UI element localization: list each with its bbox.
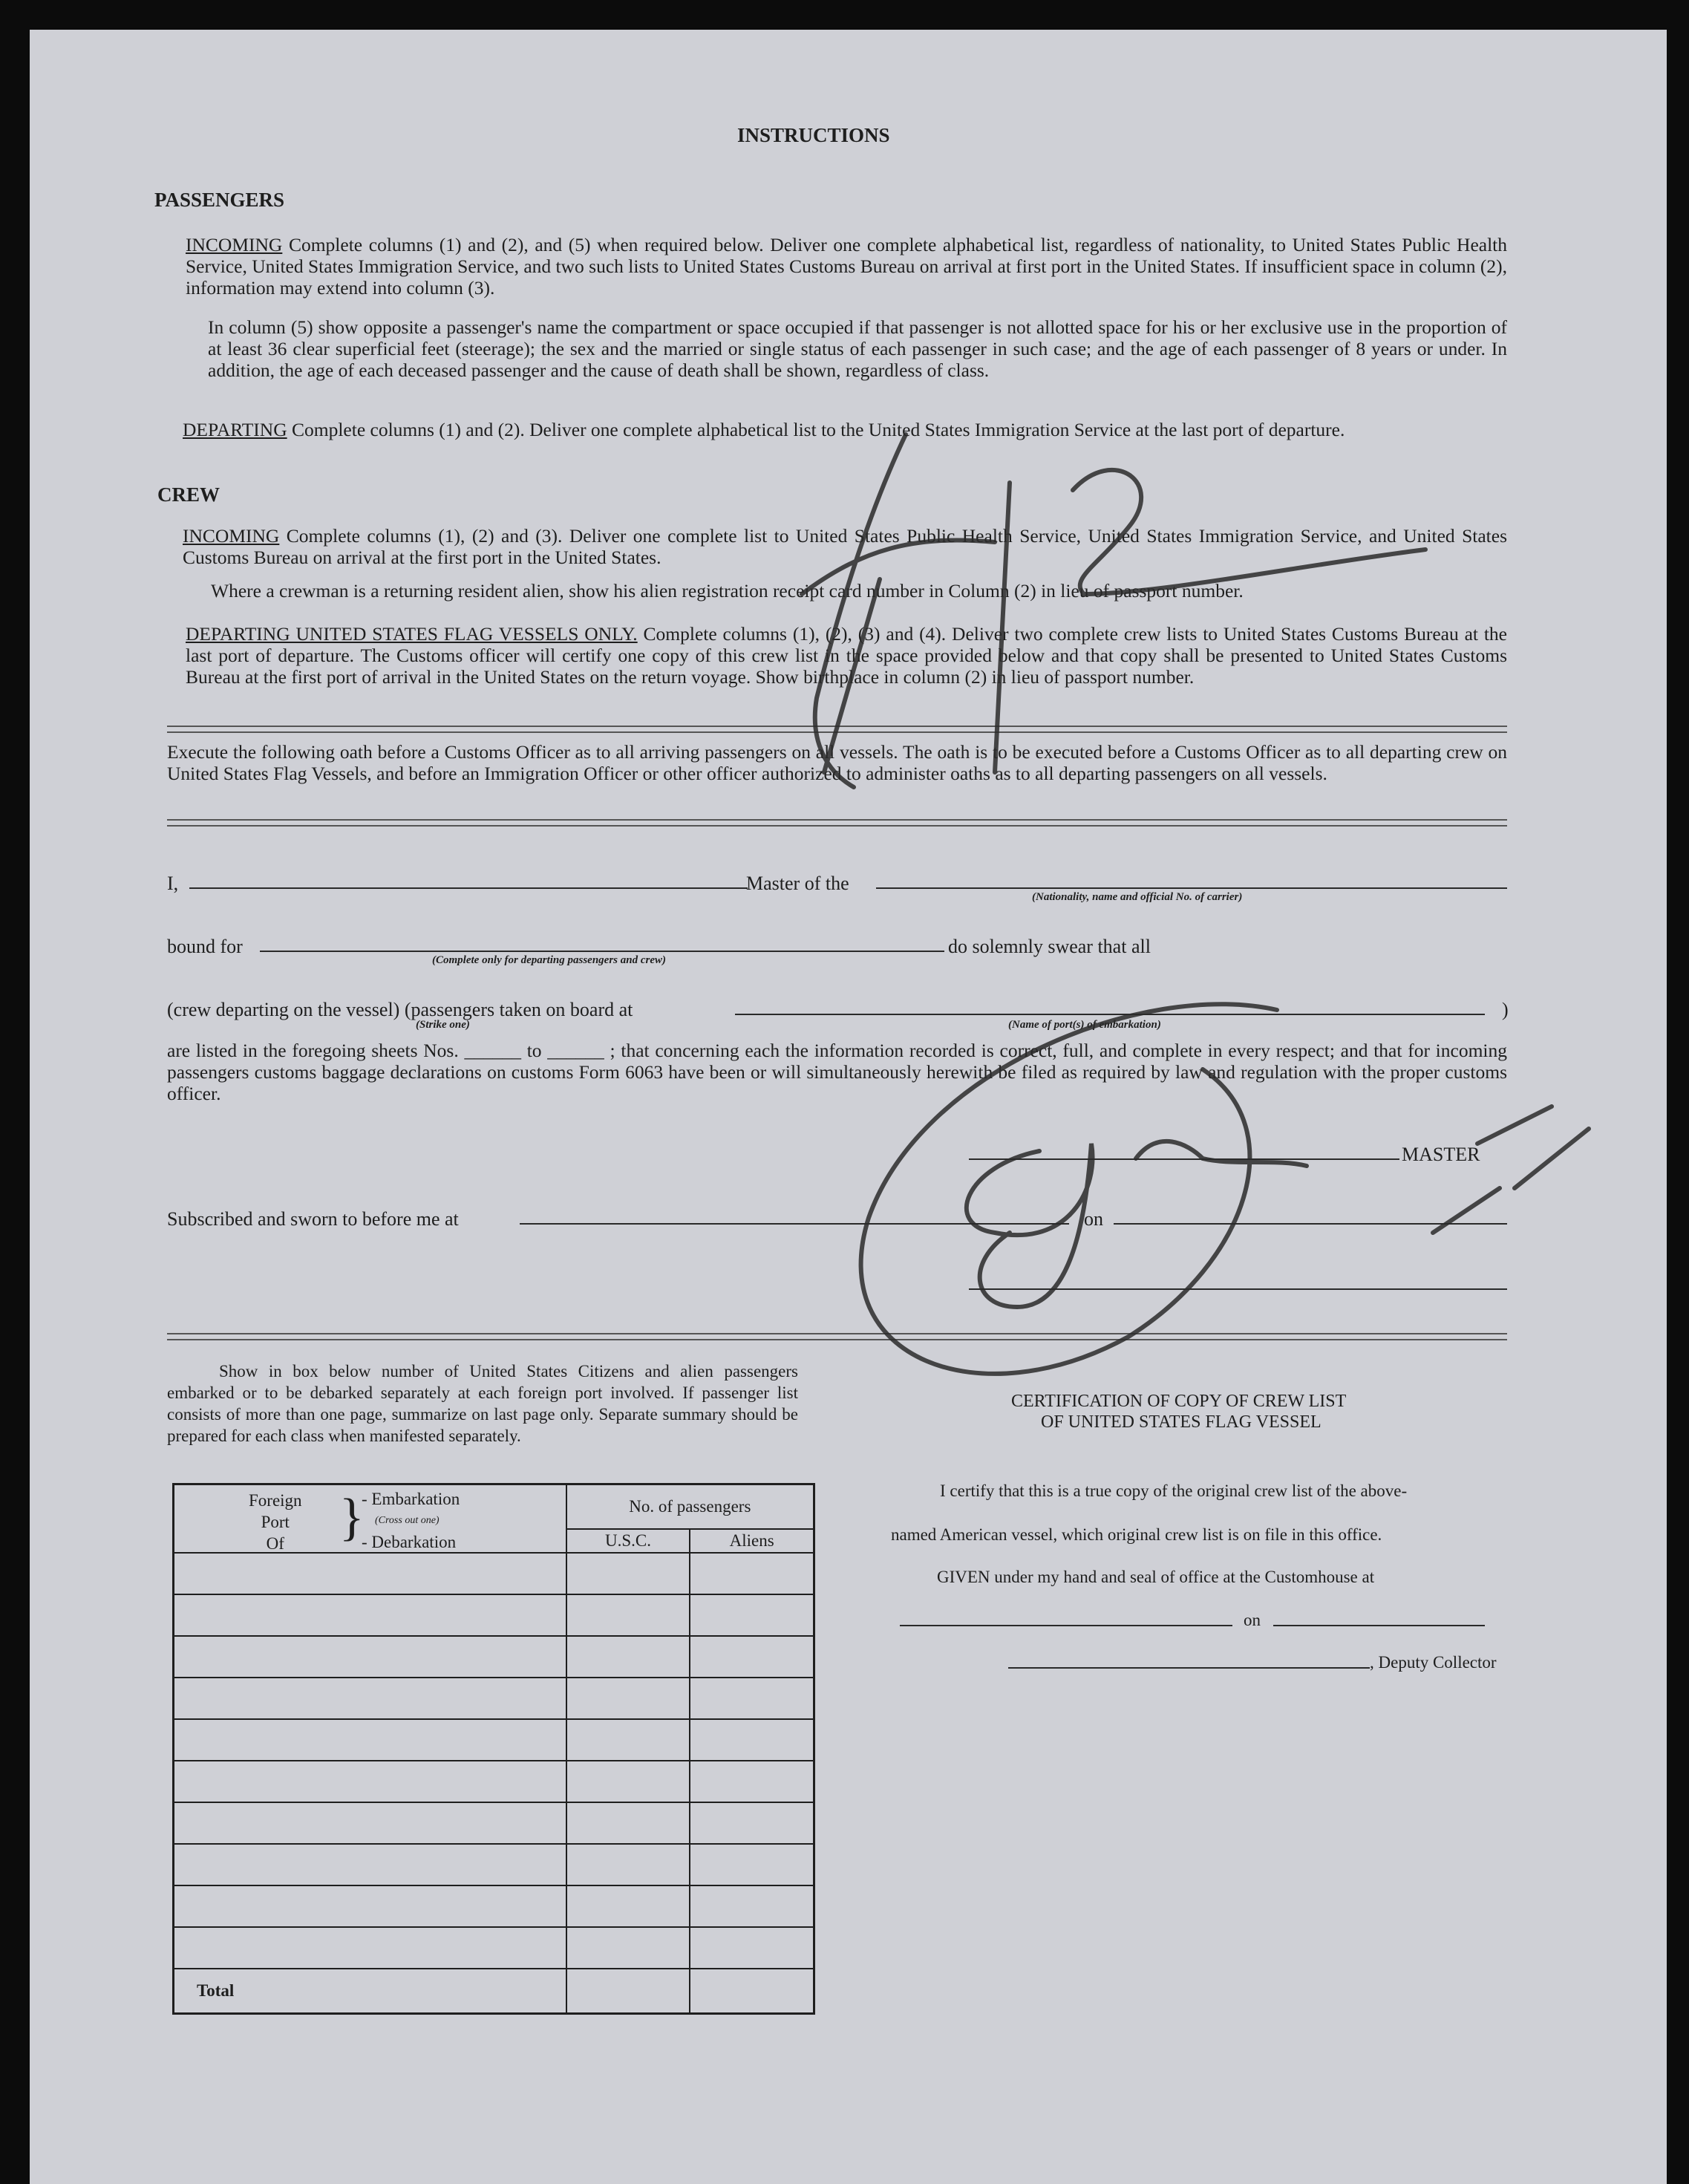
given-text: GIVEN under my hand and seal of office at the Customhouse at [937,1568,1375,1586]
brace: } [339,1489,365,1546]
port-label: Port [261,1513,290,1531]
crew-heading: CREW [157,483,220,506]
cross-out-caption: (Cross out one) [375,1515,440,1526]
certification-on-label: on [1244,1611,1261,1629]
certify-text-line2: named American vessel, which original crew list is on file in this office. [891,1525,1382,1544]
oath-i-label: I, [167,873,179,894]
usc-header: U.S.C. [566,1529,690,1553]
passengers-departing-text: Complete columns (1) and (2). Deliver one complete alphabetical list to the United States Immigration Service at the last port of departure. [292,419,1345,440]
subscribed-text: Subscribed and sworn to before me at [167,1208,459,1230]
embarkation-label: - Embarkation [362,1490,460,1508]
swear-text: do solemnly swear that all [948,936,1151,957]
crew-departing-text: Complete columns (1), (2), (3) and (4). Deliver two complete crew lists to United States Customs Bureau at the last port of departure. The Customs officer will certify one copy of this crew list in the space provided below and that copy shall be presented to United States Customs Bureau at the first port of arrival in the United States on the return voyage. Show birthplace in column (2) in lieu of passport number. [186,623,1508,688]
master-of-the-label: Master of the [746,873,849,894]
foreign-label: Foreign [249,1491,302,1510]
aliens-header: Aliens [690,1529,814,1553]
complete-only-caption: (Complete only for departing passengers and crew) [432,954,666,966]
passengers-incoming-label: INCOMING [186,234,283,255]
certification-title-line1: CERTIFICATION OF COPY OF CREW LIST [1011,1392,1347,1411]
certify-text-line1: I certify that this is a true copy of the original crew list of the above- [940,1481,1408,1500]
deputy-collector-label: , Deputy Collector [1370,1653,1497,1672]
page-title: INSTRUCTIONS [737,124,890,146]
no-passengers-header: No. of passengers [566,1484,814,1530]
listed-paragraph: are listed in the foregoing sheets Nos. ______ to ______ ; that concerning each the information recorded is correct, full, and complete in every respect; and that for incoming passengers customs baggage declarations on customs Form 6063 have been or will simultaneously herewith be filed as required by law and regulation with the proper customs officer. [167,1040,1507,1104]
strike-one-caption: (Strike one) [416,1019,470,1031]
crew-resident-paragraph: Where a crewman is a returning resident alien, show his alien registration receipt card number in Column (2) in lieu of passport number. [211,580,1244,602]
passengers-column5-paragraph: In column (5) show opposite a passenger's name the compartment or space occupied if that passenger is not allotted space for his or her exclusive use in the proportion of at least 36 clear superficial feet (steerage); the sex and the married or single status of each passenger in such case; and the age of each passenger of 8 years or under. In addition, the age of each deceased passenger and the cause of death shall be shown, regardless of class. [208,316,1507,381]
crew-departing-label: DEPARTING UNITED STATES FLAG VESSELS ONLY. [186,623,638,645]
document-page [30,30,1667,2184]
close-paren: ) [1502,999,1509,1020]
summary-instruction: Show in box below number of United States Citizens and alien passengers embarked or to be debarked separately at each foreign port involved. If passenger list consists of more than one page, summarize on last page only. Separate summary should be prepared for each class when manifested separately. [167,1362,798,1445]
certification-title-line2: OF UNITED STATES FLAG VESSEL [1041,1412,1322,1432]
handwritten-marks [30,30,1667,2184]
passengers-departing-label: DEPARTING [183,419,287,440]
passengers-heading: PASSENGERS [154,189,285,211]
total-label: Total [174,1969,566,2014]
port-caption: (Name of port(s) of embarkation) [1008,1019,1161,1031]
oath-instruction: Execute the following oath before a Customs Officer as to all arriving passengers on all vessels. The oath is to be executed before a Customs Officer as to all departing crew on United States Flag Vessels, and before an Immigration Officer or other officer authorized to administer oaths as to all departing passengers on all vessels. [167,741,1507,784]
crew-incoming-text: Complete columns (1), (2) and (3). Deliver one complete list to United States Public Health Service, United States Immigration Service, and United States Customs Bureau on arrival at the first port in the United States. [183,525,1508,568]
nationality-caption: (Nationality, name and official No. of carrier) [1032,891,1243,903]
master-label: MASTER [1402,1144,1480,1165]
of-label: Of [266,1534,284,1553]
crew-passengers-text: (crew departing on the vessel) (passengers taken on board at [167,999,633,1020]
crew-incoming-label: INCOMING [183,525,280,547]
sworn-on-label: on [1084,1208,1103,1230]
bound-for-label: bound for [167,936,243,957]
debarkation-label: - Debarkation [362,1533,457,1551]
passengers-incoming-text: Complete columns (1) and (2), and (5) when required below. Deliver one complete alphabetical list, regardless of nationality, to United States Public Health Service, United States Immigration Service, and two such lists to United States Customs Bureau on arrival at first port in the United States. If insufficient space in column (2), information may extend into column (3). [186,234,1507,299]
